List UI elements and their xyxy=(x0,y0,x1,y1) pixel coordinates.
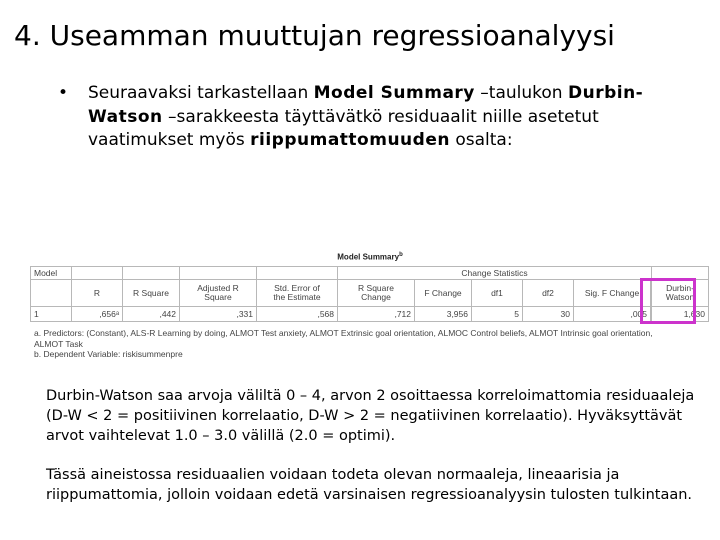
header-sig-f-change: Sig. F Change xyxy=(574,280,651,307)
header-r: R xyxy=(72,280,123,307)
header-df2: df2 xyxy=(523,280,574,307)
table-row xyxy=(31,307,709,322)
cell-r: ,656ᵃ xyxy=(72,307,123,322)
model-summary-title: Model Summary$^b$ xyxy=(337,252,403,262)
cell-std-error: ,568 xyxy=(257,307,338,322)
header-change-statistics: Change Statistics xyxy=(338,267,652,280)
cell-durbin-watson: 1,630 xyxy=(652,307,709,322)
table-header-row-1 xyxy=(31,267,709,280)
header-f-change: F Change xyxy=(415,280,472,307)
header-df1: df1 xyxy=(472,280,523,307)
header-empty xyxy=(123,267,180,280)
cell-r-square-change: ,712 xyxy=(338,307,415,322)
bullet-text-part4: osalta: xyxy=(449,130,513,150)
bullet-bold-independence: riippumattomuuden xyxy=(250,130,450,150)
cell-adjusted-r-square: ,331 xyxy=(180,307,257,322)
header-std-error: Std. Error of the Estimate xyxy=(257,280,338,307)
durbin-watson-explanation: Durbin-Watson saa arvoja väliltä 0 – 4, arvon 2 osoittaessa korreloimattomia residuaaleja (D-W < 2 = positiivinen korrelaatio, D-W > 2 = negatiivinen korrelaatio). Hyväksyttävät arvot vaihtelevat 1.0 – 3.0 välillä (2.0 = optimi). xyxy=(46,388,695,444)
model-summary-title-sup: b xyxy=(399,252,403,258)
conclusion-paragraph: Tässä aineistossa residuaalien voidaan todeta olevan normaaleja, lineaarisia ja riippumattomia, jolloin voidaan edetä varsinaisen regressioanalyysin tulosten tulkintaan. xyxy=(46,467,693,503)
bullet-dot: • xyxy=(58,83,69,103)
footnote-a-cont: ALMOT Task xyxy=(34,338,83,349)
cell-df2: 30 xyxy=(523,307,574,322)
header-cell xyxy=(31,280,72,307)
cell-model: 1 xyxy=(31,307,72,322)
cell-f-change: 3,956 xyxy=(415,307,472,322)
bullet-text-part1: Seuraavaksi tarkastellaan xyxy=(88,83,314,103)
bullet-text xyxy=(88,82,678,153)
cell-r-square: ,442 xyxy=(123,307,180,322)
header-empty xyxy=(257,267,338,280)
durbin-watson-highlight xyxy=(640,278,696,324)
table-footnotes xyxy=(34,328,653,360)
bullet-bold-durbin-watson: Durbin-Watson xyxy=(88,83,644,127)
bullet-bold-model-summary: Model Summary xyxy=(313,83,475,103)
footnote-b: b. Dependent Variable: riskisummenpre xyxy=(34,349,183,359)
bullet-text-part2: –taulukon xyxy=(474,83,568,103)
header-r-square-change: R Square Change xyxy=(338,280,415,307)
bullet-text-part3: –sarakkeesta täyttävätkö residuaalit niille asetetut vaatimukset myös xyxy=(88,106,599,150)
cell-sig-f-change: ,005 xyxy=(574,307,651,322)
header-model: Model xyxy=(31,267,72,280)
model-summary-table xyxy=(30,266,709,322)
header-adjusted-r-square: Adjusted R Square xyxy=(180,280,257,307)
header-empty xyxy=(180,267,257,280)
slide-title: 4. Useamman muuttujan regressioanalyysi xyxy=(14,19,615,52)
header-empty xyxy=(72,267,123,280)
cell-df1: 5 xyxy=(472,307,523,322)
header-r-square: R Square xyxy=(123,280,180,307)
footnote-a: a. Predictors: (Constant), ALS-R Learning by doing, ALMOT Test anxiety, ALMOT Extrinsic goal orientation, ALMOC Control beliefs, ALMOT Intrinsic goal orientation, xyxy=(34,328,653,338)
table-header-row-2 xyxy=(31,280,709,307)
header-durbin-watson: Durbin- Watson xyxy=(652,280,709,307)
